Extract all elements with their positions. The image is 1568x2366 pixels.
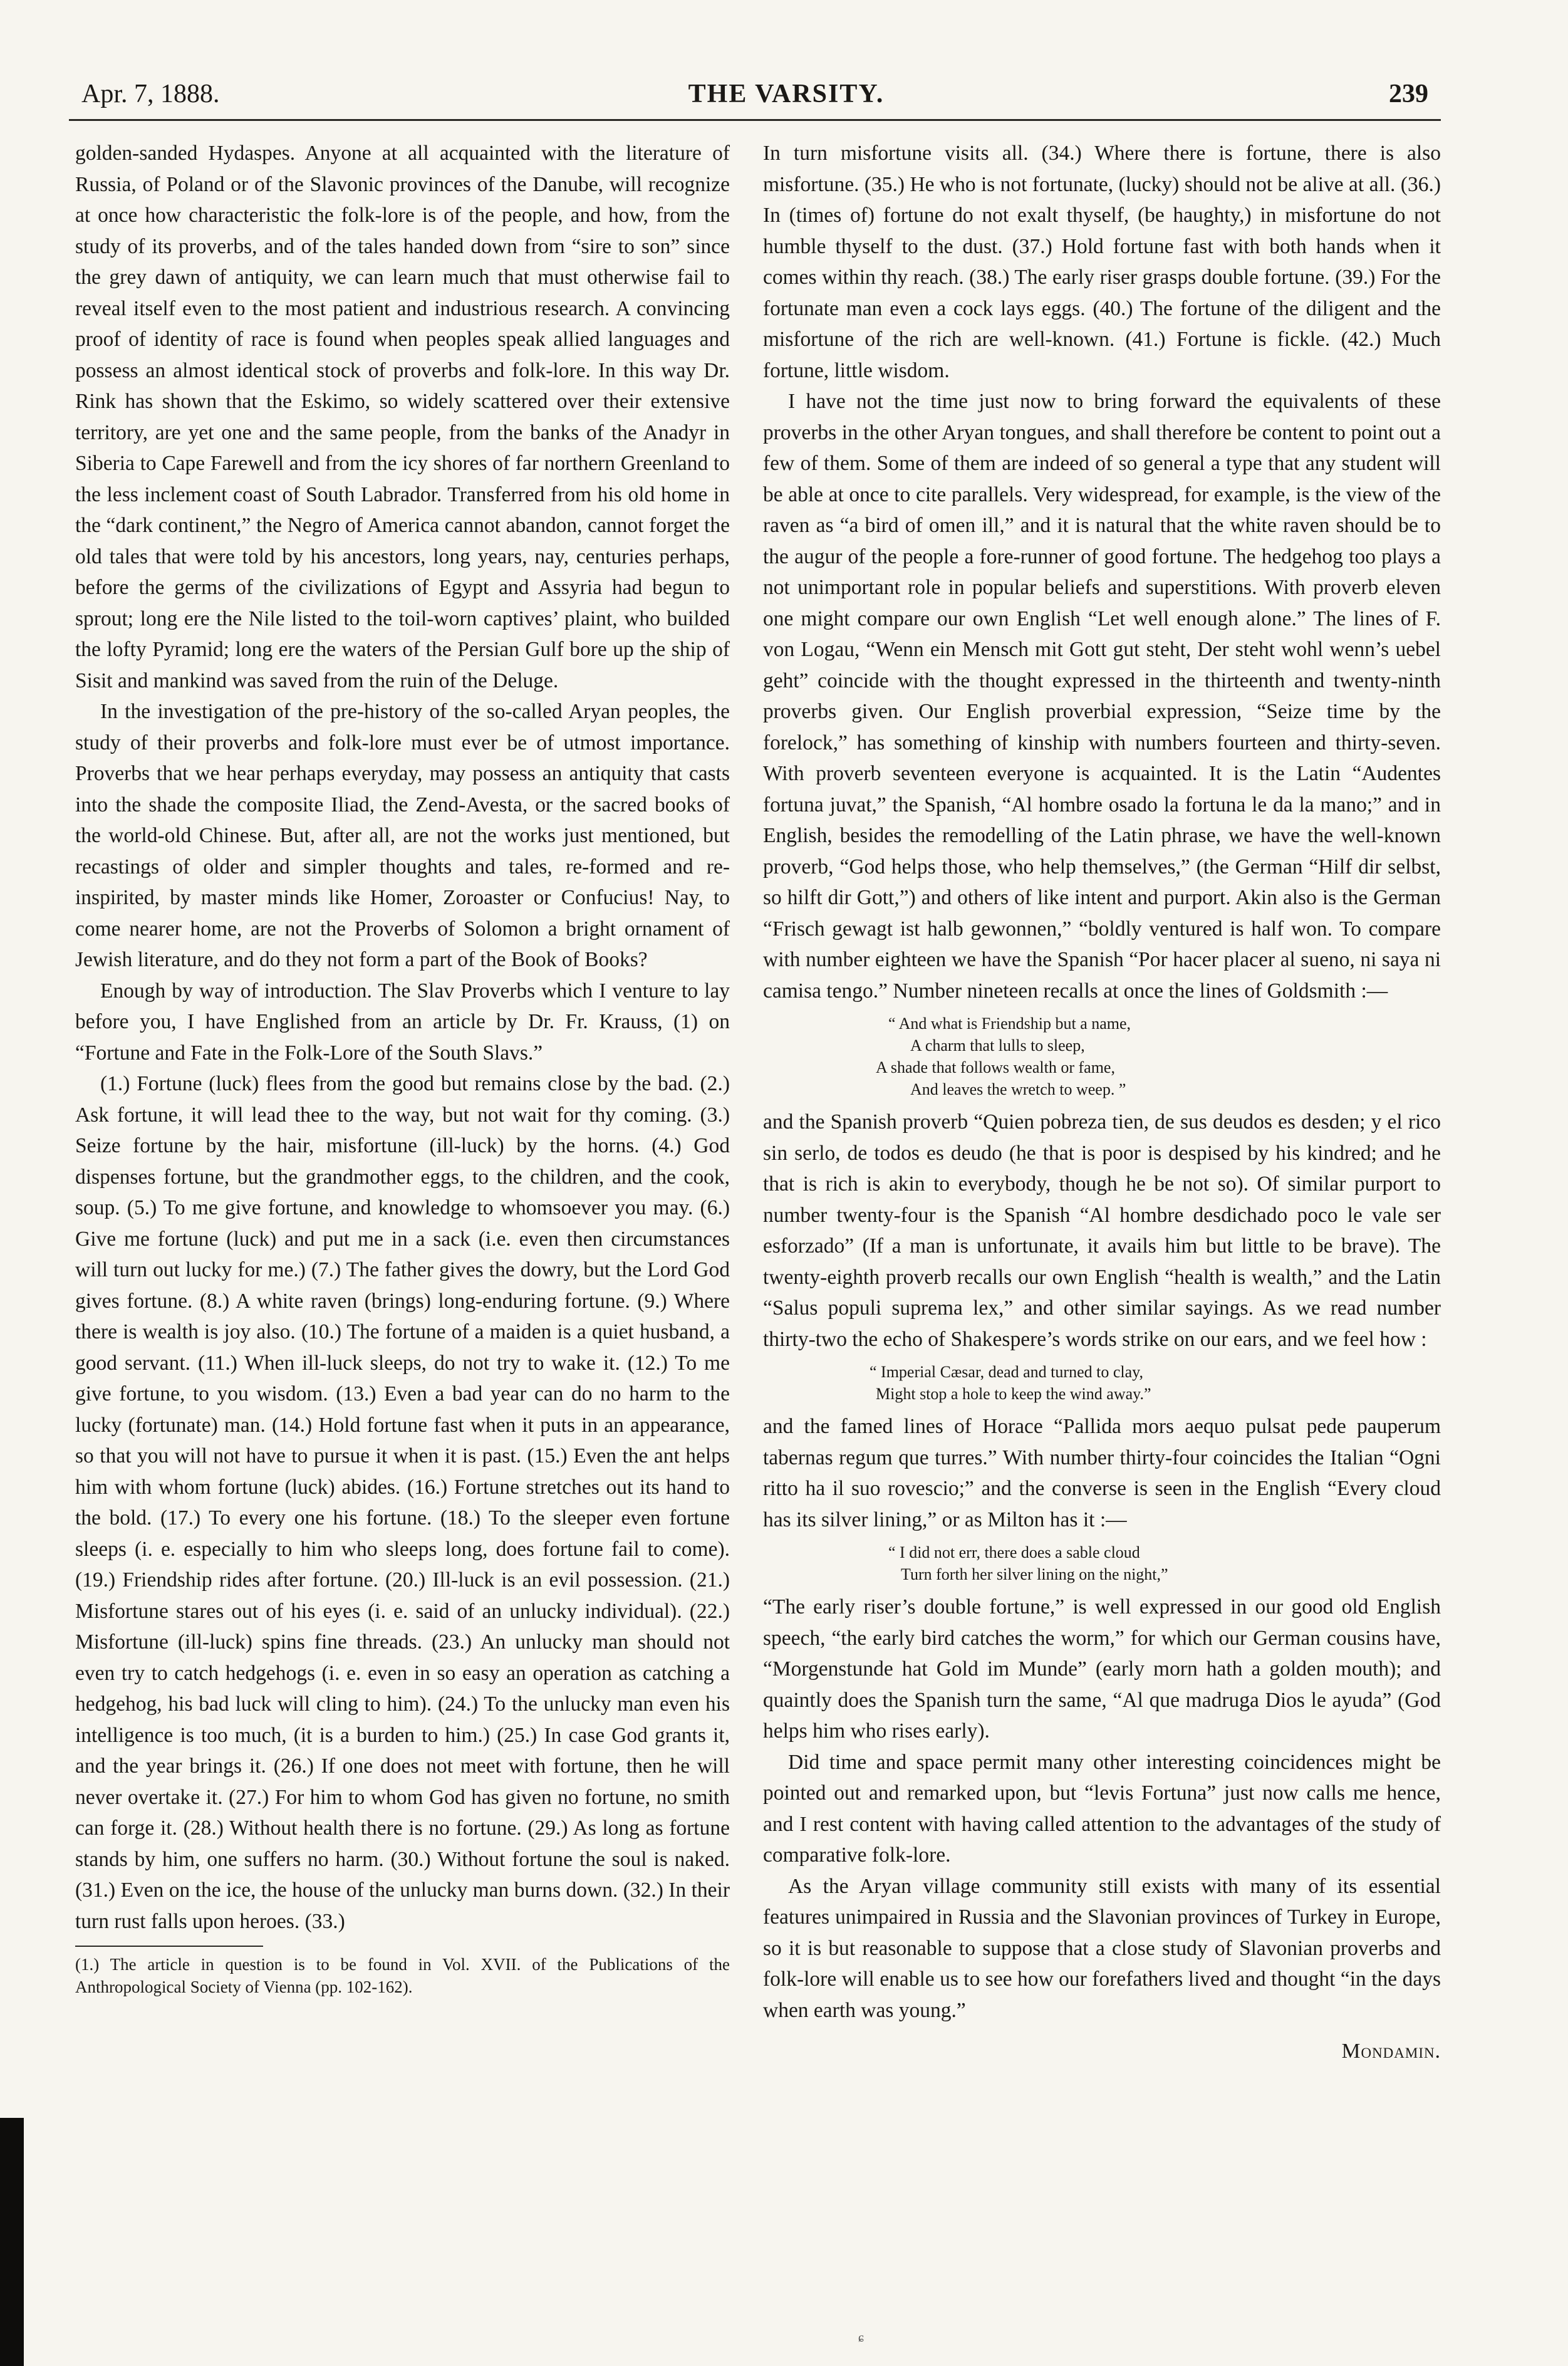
paragraph: golden-sanded Hydaspes. Anyone at all acquainted with the literature of Russia, of Poland or of the Slavonic provinces of the Danube, will recognize at once how characteristic the folk-lore is of the people, and how, from the study of its proverbs, and of the tales handed down from “sire to son” since the grey dawn of antiquity, we can learn much that must otherwise fail to reveal itself even to the most patient and industrious research. A convincing proof of identity of race is found when peoples speak allied languages and possess an almost identical stock of proverbs and folk-lore. In this way Dr. Rink has shown that the Eskimo, so widely scattered over their extensive territory, are yet one and the same people, from the banks of the Anadyr in Siberia to Cape Farewell and from the icy shores of far northern Greenland to the less inclement coast of South Labrador. Transferred from his old home in the “dark continent,” the Negro of America cannot abandon, cannot forget the old tales that were told by his ancestors, long years, nay, centuries perhaps, before the germs of the civilizations of Egypt and Assyria had begun to sprout; long ere the Nile listed to the toil-worn captives’ plaint, who builded the lofty Pyramid; long ere the waters of the Persian Gulf bore up the ship of Sisit and mankind was saved from the ruin of the Deluge. — [75, 142, 730, 692]
paragraph: I have not the time just now to bring forward the equivalents of these proverbs in the other Aryan tongues, and shall therefore be content to point out a few of them. Some of them are indeed of so general a type that any student will be able at once to cite parallels. Very widespread, for example, is the view of the raven as “a bird of omen ill,” and it is natural that the white raven should be to the augur of the people a fore-runner of good fortune. The hedgehog too plays a not unimportant role in popular beliefs and superstitions. With proverb eleven one might compare our own English “Let well enough alone.” The lines of F. von Logau, “Wenn ein Mensch mit Gott gut steht, Der steht wohl wenn’s uebel geht” coincide with the thought expressed in the thirteenth and twenty-ninth proverbs given. Our English proverbial expression, “Seize time by the forelock,” has something of kinship with numbers fourteen and thirty-seven. With proverb seventeen everyone is acquainted. It is the Latin “Audentes fortuna juvat,” the Spanish, “Al hombre osado la fortuna le da la mano;” and in English, besides the remodelling of the Latin phrase, we have the well-known proverb, “God helps those, who help themselves,” (the German “Hilf dir selbst, so hilft dir Gott,”) and others of like intent and purport. Akin also is the German “Frisch gewagt ist halb gewonnen,” “boldly ventured is half won. To compare with number eighteen we have the Spanish “Por hacer placer al sueno, ni saya ni camisa tengo.” Number nineteen recalls at once the lines of Goldsmith :— — [763, 390, 1441, 1003]
proverb-list: (1.) Fortune (luck) flees from the good but remains close by the bad. (2.) Ask fortune, it will lead thee to the way, but not wait for thy coming. (3.) Seize fortune by the hair, misfortune (ill-luck) by the horns. (4.) God dispenses fortune, but the grandmother eggs, to the children, and the cook, soup. (5.) To me give fortune, and knowledge to whomsoever you may. (6.) Give me fortune (luck) and put me in a sack (i.e. even then circumstances will turn out lucky for me.) (7.) The father gives the dowry, but the Lord God gives fortune. (8.) A white raven (brings) long-enduring fortune. (9.) Where there is wealth is joy also. (10.) The fortune of a maiden is a quiet husband, a good servant. (11.) When ill-luck sleeps, do not try to wake it. (12.) To me give fortune, to you wisdom. (13.) Even a bad year can do no harm to the lucky (fortunate) man. (14.) Hold fortune fast when it puts in an appearance, so that you will not have to pursue it when it is past. (15.) Even the ant helps him with whom fortune (luck) abides. (16.) Fortune stretches out its hand to the bold. (17.) To every one his fortune. (18.) To the sleeper even fortune sleeps (i. e. especially to him who sleeps long, does fortune fail to come). (19.) Friendship rides after fortune. (20.) Ill-luck is an evil possession. (21.) Misfortune stares out of his eyes (i. e. said of an unlucky individual). (22.) Misfortune (ill-luck) spins fine threads. (23.) An unlucky man should not even try to catch hedgehogs (i. e. even in so easy an operation as catching a hedgehog, his bad luck will cling to him). (24.) To the unlucky man even his intelligence is too much, (it is a burden to him.) (25.) In case God grants it, and the year brings it. (26.) If one does not meet with fortune, then he will never overtake it. (27.) For him to whom God has given no fortune, no smith can forge it. (28.) Without health there is no fortune. (29.) As long as fortune stands by him, one suffers no harm. (30.) Without fortune the soul is naked. (31.) Even on the ice, the house of the unlucky man burns down. (32.) In their turn rust falls upon heroes. (33.) — [75, 1072, 730, 1933]
paragraph: and the famed lines of Horace “Pallida mors aequo pulsat pede pauperum tabernas regum que turres.” With number thirty-four coincides the Italian “Ogni ritto ha il suo rovescio;” and the converse is seen in the English “Every cloud has its silver lining,” or as Milton has it :— — [763, 1415, 1441, 1531]
paragraph: Enough by way of introduction. The Slav Proverbs which I venture to lay before you, I have Englished from an article by Dr. Fr. Krauss, (1) on “Fortune and Fate in the Folk-Lore of the South Slavs.” — [75, 979, 730, 1065]
paragraph: “The early riser’s double fortune,” is well expressed in our good old English speech, “the early bird catches the worm,” for which our German cousins have, “Morgenstunde hat Gold im Munde” (early morn hath a golden mouth); and quaintly does the Spanish turn the same, “Al que madruga Dios le ayuda” (God helps him who rises early). — [763, 1595, 1441, 1743]
journal-title: THE VARSITY. — [688, 80, 885, 108]
shakespeare-verse — [763, 1361, 1441, 1405]
verse-line: “ I did not err, there does a sable cloud — [888, 1543, 1140, 1561]
paragraph: In the investigation of the pre-history of the so-called Aryan peoples, the study of their proverbs and folk-lore must ever be of utmost importance. Proverbs that we hear perhaps everyday, may possess an antiquity that casts into the shade the composite Iliad, the Zend-Avesta, or the sacred books of the world-old Chinese. But, after all, are not the works just mentioned, but recastings of older and simpler thoughts and tales, re-formed and re-inspirited, by master minds like Homer, Zoroaster or Confucius! Nay, to come nearer home, are not the Proverbs of Solomon a bright ornament of Jewish literature, and do they not form a part of the Book of Books? — [75, 700, 730, 971]
verse-line: And leaves the wretch to weep. ” — [910, 1080, 1126, 1098]
footnote-rule — [75, 1946, 263, 1947]
verse-line: A charm that lulls to sleep, — [910, 1036, 1085, 1055]
milton-verse — [763, 1541, 1441, 1585]
footnote: (1.) The article in question is to be found in Vol. XVII. of the Publications of the Anthropological Society of Vienna (pp. 102-162). — [75, 1955, 730, 1996]
verse-line: Turn forth her silver lining on the night,” — [901, 1565, 1168, 1583]
author-signature: Mondamin. — [1341, 2040, 1441, 2063]
paragraph: In turn misfortune visits all. (34.) Where there is fortune, there is also misfortune. (35.) He who is not fortunate, (lucky) should not be alive at all. (36.) In (times of) fortune do not exalt thyself, (be haughty,) in misfortune do not humble thyself to the dust. (37.) Hold fortune fast with both hands when it comes within thy reach. (38.) The early riser grasps double fortune. (39.) For the fortunate man even a cock lays eggs. (40.) The fortune of the diligent and the misfortune of the rich are well-known. (41.) Fortune is fickle. (42.) Much fortune, little wisdom. — [763, 142, 1441, 382]
left-column — [75, 138, 730, 1998]
verse-line: “ Imperial Cæsar, dead and turned to clay, — [870, 1363, 1143, 1381]
goldsmith-verse — [763, 1013, 1441, 1100]
bottom-mark: ɕ — [858, 2331, 864, 2345]
verse-line: Might stop a hole to keep the wind away.” — [876, 1385, 1151, 1403]
paragraph: and the Spanish proverb “Quien pobreza tien, de sus deudos es desden; y el rico sin serlo, de todos es deudo (he that is poor is despised by his kindred; and he that is rich is akin to everybody, though he be not so). Of similar purport to number twenty-four is the Spanish “Al hombre desdichado poco le vale ser esforzado” (If a man is unfortunate, it avails him but little to be brave). The twenty-eighth proverb recalls our own English “health is wealth,” and the Latin “Salus populi suprema lex,” and other similar sayings. As we read number thirty-two the echo of Shakespere’s words strike on our ears, and we feel how : — [763, 1110, 1441, 1351]
verse-line: “ And what is Friendship but a name, — [888, 1014, 1131, 1033]
paragraph: Did time and space permit many other interesting coincidences might be pointed out and remarked upon, but “levis Fortuna” just now calls me hence, and I rest content with having called attention to the advantages of the study of comparative folk-lore. — [763, 1750, 1441, 1867]
verse-line: A shade that follows wealth or fame, — [876, 1058, 1115, 1076]
header-rule — [69, 119, 1441, 121]
scan-edge-shadow — [0, 2118, 24, 2366]
issue-date: Apr. 7, 1888. — [81, 80, 220, 108]
right-column — [763, 138, 1441, 2067]
page-number: 239 — [1389, 80, 1428, 108]
page-header — [81, 75, 1428, 119]
paragraph: As the Aryan village community still exists with many of its essential features unimpaired in Russia and the Slavonian provinces of Turkey in Europe, so it is but reasonable to suppose that a close study of Slavonian proverbs and folk-lore will enable us to see how our forefathers lived and thought “in the days when earth was young.” — [763, 1874, 1441, 2022]
